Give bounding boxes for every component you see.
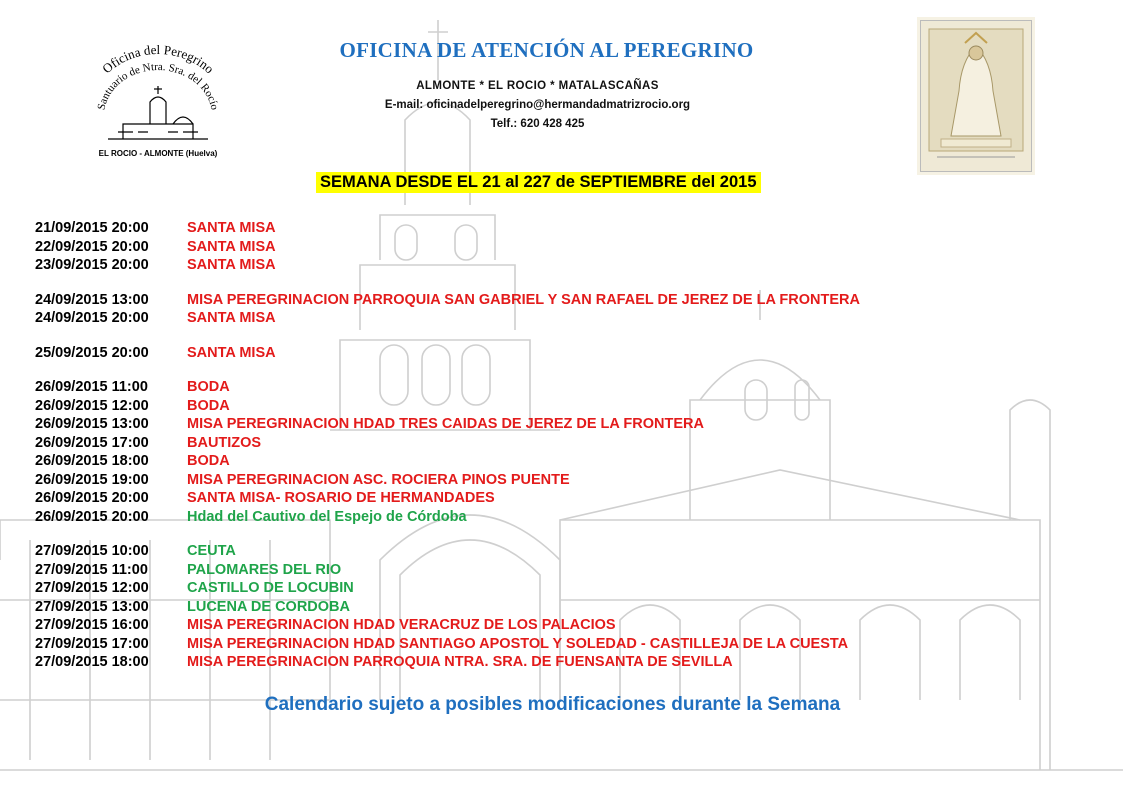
event-datetime: 27/09/2015 18:00 <box>35 654 149 670</box>
event-name: MISA PEREGRINACION PARROQUIA SAN GABRIEL Y SAN RAFAEL DE JEREZ DE LA FRONTERA <box>187 291 860 308</box>
event-datetime: 25/09/2015 20:00 <box>35 344 149 361</box>
event-name: MISA PEREGRINACION PARROQUIA NTRA. SRA. DE FUENSANTA DE SEVILLA <box>187 654 733 670</box>
event-datetime: 26/09/2015 20:00 <box>35 490 149 506</box>
event-datetime: 27/09/2015 17:00 <box>35 635 149 652</box>
event-name: CASTILLO DE LOCUBIN <box>187 580 354 596</box>
event-datetime: 26/09/2015 20:00 <box>35 508 149 525</box>
schedule-row <box>35 561 860 580</box>
event-name: LUCENA DE CORDOBA <box>187 598 350 615</box>
schedule-row <box>35 598 860 617</box>
schedule-row <box>35 471 860 490</box>
svg-text:Santuario de Ntra. Sra. del Ro: Santuario de Ntra. Sra. del Rocío <box>95 60 221 112</box>
virgin-painting-image <box>920 20 1032 172</box>
event-datetime: 21/09/2015 20:00 <box>35 220 149 236</box>
event-name: MISA PEREGRINACION HDAD TRES CAIDAS DE JEREZ DE LA FRONTERA <box>187 416 704 432</box>
event-datetime: 26/09/2015 13:00 <box>35 416 149 432</box>
event-name: SANTA MISA- ROSARIO DE HERMANDADES <box>187 490 495 506</box>
event-datetime: 26/09/2015 19:00 <box>35 471 149 488</box>
event-datetime: 24/09/2015 13:00 <box>35 291 149 308</box>
event-name: MISA PEREGRINACION HDAD VERACRUZ DE LOS PALACIOS <box>187 617 616 633</box>
schedule-row <box>35 508 860 527</box>
event-name: CEUTA <box>187 543 236 559</box>
event-datetime: 27/09/2015 13:00 <box>35 598 149 615</box>
event-datetime: 26/09/2015 18:00 <box>35 453 149 469</box>
event-name: SANTA MISA <box>187 344 276 361</box>
event-name: SANTA MISA <box>187 220 276 236</box>
footer-note: Calendario sujeto a posibles modificaciones durante la Semana <box>264 694 841 715</box>
schedule-row <box>35 452 860 471</box>
event-datetime: 23/09/2015 20:00 <box>35 257 149 273</box>
phone-line: Telf.: 620 428 425 <box>490 118 585 130</box>
schedule-row <box>35 219 860 238</box>
schedule-row <box>35 635 860 654</box>
svg-text:Oficina del Peregrino: Oficina del Peregrino <box>99 44 217 77</box>
svg-text:EL ROCIO - ALMONTE (Huelva): EL ROCIO - ALMONTE (Huelva) <box>98 149 218 158</box>
schedule-row <box>35 238 860 257</box>
schedule-row <box>35 415 860 434</box>
schedule-row <box>35 616 860 635</box>
event-name: SANTA MISA <box>187 310 276 326</box>
event-datetime: 26/09/2015 11:00 <box>35 379 148 395</box>
schedule-row <box>35 653 860 672</box>
event-datetime: 27/09/2015 12:00 <box>35 580 149 596</box>
event-datetime: 26/09/2015 12:00 <box>35 397 149 414</box>
event-name: BAUTIZOS <box>187 434 262 451</box>
event-name: MISA PEREGRINACION HDAD SANTIAGO APOSTOL Y SOLEDAD - CASTILLEJA DE LA CUESTA <box>187 635 849 652</box>
schedule-row <box>35 434 860 453</box>
schedule-row <box>35 397 860 416</box>
week-banner: SEMANA DESDE EL 21 al 227 de SEPTIEMBRE del 2015 <box>316 172 761 193</box>
event-datetime: 24/09/2015 20:00 <box>35 310 149 326</box>
event-name: BODA <box>187 397 230 414</box>
schedule-row <box>35 579 860 598</box>
schedule-row <box>35 378 860 397</box>
event-name: Hdad del Cautivo del Espejo de Córdoba <box>187 508 467 525</box>
event-datetime: 27/09/2015 10:00 <box>35 543 149 559</box>
email-line: E-mail: oficinadelperegrino@hermandadmatrizrocio.org <box>384 99 691 111</box>
schedule-row <box>35 291 860 310</box>
event-datetime: 27/09/2015 11:00 <box>35 561 148 578</box>
event-name: MISA PEREGRINACION ASC. ROCIERA PINOS PUENTE <box>187 471 570 488</box>
event-datetime: 27/09/2015 16:00 <box>35 617 149 633</box>
schedule-row <box>35 344 860 363</box>
event-name: BODA <box>187 453 230 469</box>
event-datetime: 22/09/2015 20:00 <box>35 238 149 255</box>
event-datetime: 26/09/2015 17:00 <box>35 434 149 451</box>
event-name: BODA <box>187 379 230 395</box>
schedule-row <box>35 309 860 328</box>
schedule-row <box>35 256 860 275</box>
event-name: PALOMARES DEL RIO <box>187 561 342 578</box>
schedule-row <box>35 489 860 508</box>
event-name: SANTA MISA <box>187 257 276 273</box>
schedule-list <box>35 219 860 672</box>
event-name: SANTA MISA <box>187 238 276 255</box>
locations-subtitle: ALMONTE * EL ROCIO * MATALASCAÑAS <box>416 80 659 92</box>
page-title: OFICINA DE ATENCIÓN AL PEREGRINO <box>339 38 754 62</box>
schedule-row <box>35 542 860 561</box>
